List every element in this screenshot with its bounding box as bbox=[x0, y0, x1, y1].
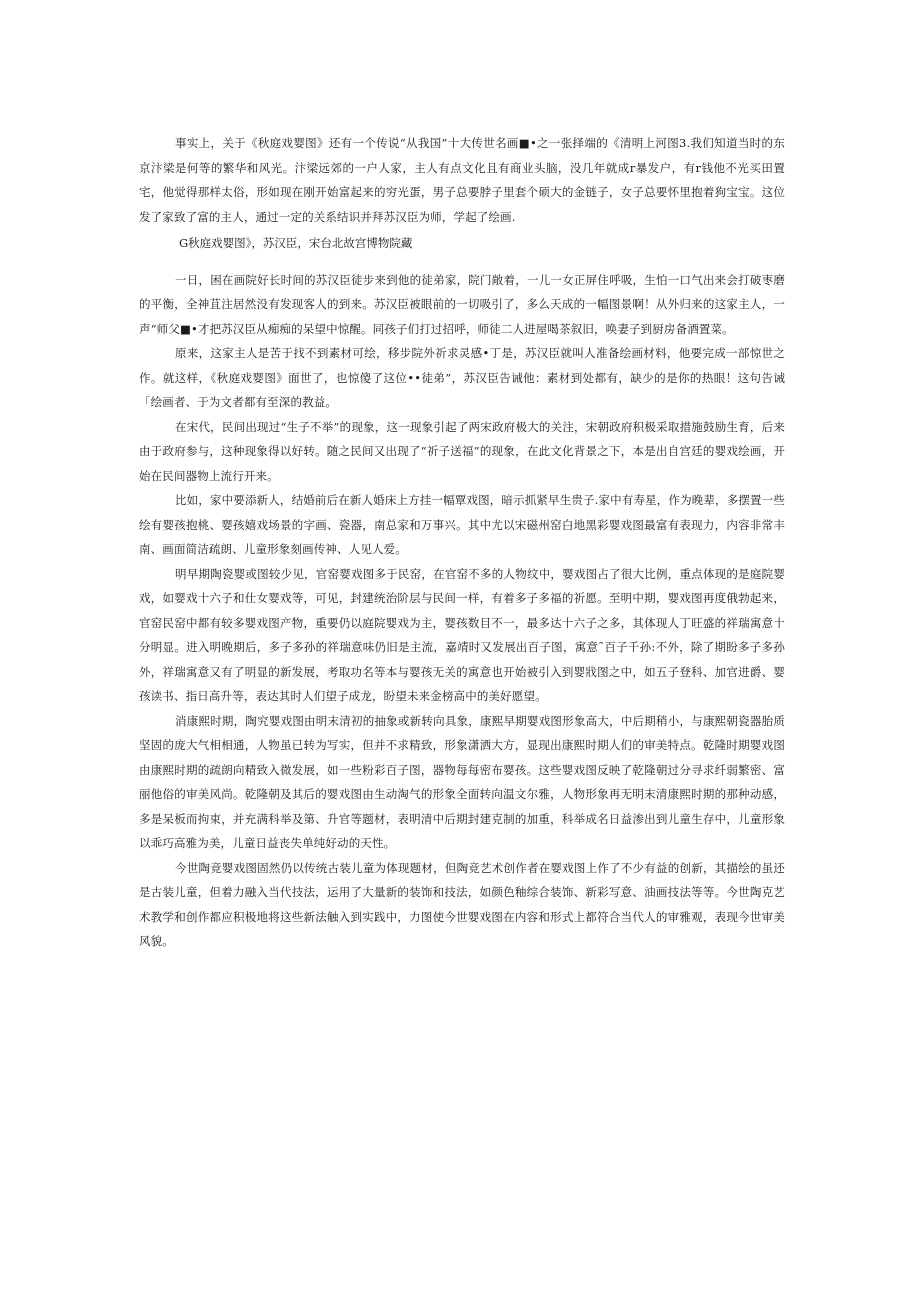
paragraph-qing-dynasty: 消康熙时期，陶究婴戏图由明末清初的抽象或新转向具象，康熙早期婴戏图形象高大，中后期稍小，与康熙朝瓷器胎质坚固的庞大气相相通，人物虽已转为写实，但并不求精致，形象潇洒大方，显现出康熙时期人们的审美特点。乾隆时期婴戏图由康熙时期的疏朗向精致入微发展，如一些粉彩百子图，器物每每密布婴孩。这些婴戏图反映了乾隆朝过分寻求纤弱繁密、富丽他俗的审美风尚。乾隆朝及其后的婴戏图由生动淘气的形象全面转向温文尔雅，人物形象再无明末清康熙时期的那种动感，多是呆板而拘束，并充满科举及第、升官等题材，表明清中后期封建克制的加重，科举成名日益渗出到儿童生存中，儿童形象以乖巧高雅为美，儿童日益丧失单纯好动的天性。 bbox=[139, 713, 785, 850]
paragraph-visit: 一日，困在画院好长时间的苏汉臣徒步来到他的徒弟家，院门敞着，一儿一女正屏住呼吸，生怕一口气出来会打破枣磨的平衡，全神苴注居然没有发现客人的到来。苏汉臣被眼前的一切吸引了，多么天成的一幅图景啊！从外归来的这家主人，一声“师父■•才把苏汉臣从痴痴的呆望中惊醒。同孩子们打过招呼，师徒二人进屋喝茶叙旧，唤妻子到厨房备酒置菜。 bbox=[139, 272, 785, 336]
paragraph-customs: 比如，家中要添新人，结婚前后在新人婚床上方挂一幅覃戏图，暗示抓紧早生贵子.家中有寿星，作为晚辈，多摆置一些绘有婴孩抱桃、婴孩嬉戏场景的字画、瓷器，南总家和万事兴。其中尤以宋磁州窑白地黑彩婴戏图最富有表现力，内容非常丰南、画面简洁疏朗、儿童形象刻画传神、人见人爱。 bbox=[139, 493, 785, 556]
paragraph-contemporary: 今世陶竞婴戏图固然仍以传统古装儿童为体现题材，但陶竞艺术创作者在婴戏图上作了不少有益的创新，其描绘的虽还是古装儿童，但着力融入当代技法，运用了大量新的装饰和技法，如颜色釉综合装饰、新彩写意、油画技法等等。今世陶克艺术教学和创作都应积极地将这些新法触入到实践中，力图使今世婴戏图在内容和形式上都符合当代人的审雅观，表现今世审美风貌。 bbox=[139, 860, 785, 948]
paragraph-legend: 事实上，关于《秋庭戏婴图》还有一个传说“从我国”十大传世名画■•之一张择端的《清明上河图3.我们知道当时的东京汴梁是何等的繁华和风光。汴梁远郊的一户人家，主人有点文化且有商业头脑，没几年就成r暴发户，有r钱他不光买田置宅，他觉得那样太俗，形如现在刚开始富起来的穷光蛋，男子总要脖子里套个硕大的金链子，女子总要怀里抱着狗宝宝。这位发了家致了富的主人，通过一定的关系结识并拜苏汉臣为师，学起了绘画. bbox=[139, 136, 785, 224]
paragraph-song-dynasty: 在宋代，民间出现过“生子不举”的现象，这一现象引起了两宋政府极大的关注，宋朝政府积极采取措施鼓励生育，后来由于政府参与，这种现象得以好转。随之民间又出现了“祈子送福”的现象，在此文化背景之下，本是出自宫廷的婴戏绘画，开始在民间器物上流行开来。 bbox=[139, 419, 785, 483]
paragraph-ming-dynasty: 明早期陶瓷婴或图较少见，官窑婴戏图多于民窑，在官窑不多的人物纹中，婴戏图占了很大比例，重点体现的是庭院婴戏，如婴戏十六子和仕女婴戏等，可见，封建统治阶层与民间一样，有着多子多福的祈愿。至明中期，婴戏图再度俄勃起来，官窑民窑中都有较多婴戏图产物，重要仍以庭院婴戏为主，婴孩数目不一，最多达十六子之多，其体现人丁旺盛的祥瑞寓意十分明显。进入明晚期后，多子多孙的祥瑞意味仍旧是主流，嘉靖时又发展出百子图，寓意˜百子千孙:不外，除了期盼多子多孙外，祥瑞寓意又有了明显的新发展，考取功名等本与婴孩无关的寓意也开始被引入到婴戕图之中，如五子登科、加官进爵、婴孩读书、指日高升等，表达其时人们望子成龙，盼望未来金榜高中的美好愿望。 bbox=[139, 566, 785, 703]
paragraph-origin: 原来，这家主人是苦于找不到素材可绘，移步院外祈求灵感•丁是，苏汉臣就叫人准备绘画材料，他要完成一部惊世之作。就这样，《秋庭戏婴图》面世了，也惊傻了这位••徒弟”，苏汉臣告诫他：素材到处都有，缺少的是你的热眼！这句告诫「绘画者、于为文者都有至深的教益。 bbox=[139, 346, 785, 409]
article-body bbox=[139, 131, 785, 954]
image-caption: G秋庭戏婴图》，苏汉臣，宋台北故宫博物院藏 bbox=[179, 236, 413, 250]
